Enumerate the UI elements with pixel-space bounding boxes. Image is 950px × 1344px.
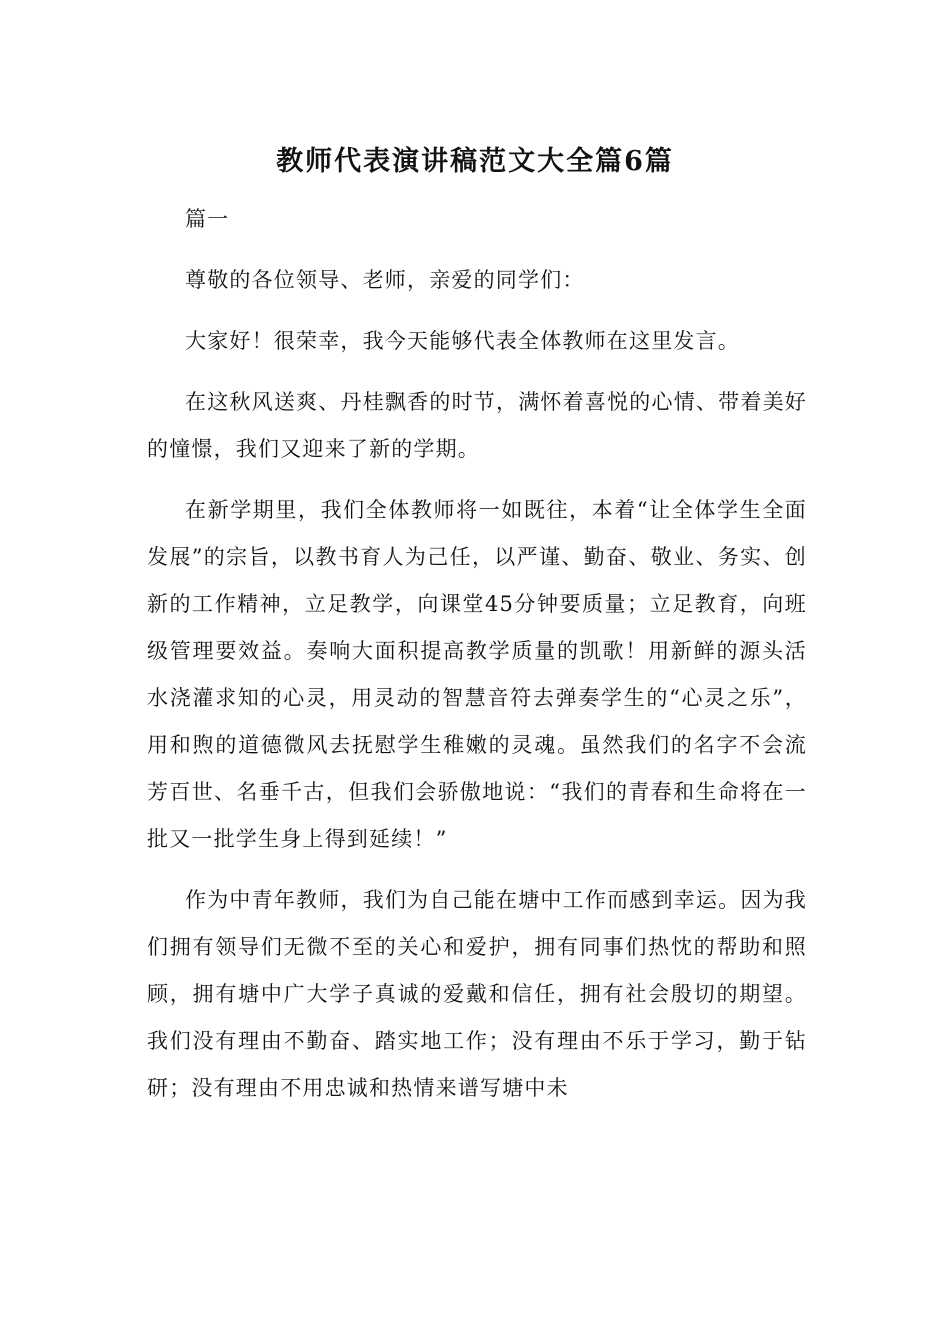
- document-body: [147, 196, 807, 1126]
- salutation: 尊敬的各位领导、老师，亲爱的同学们：: [185, 268, 585, 292]
- body-paragraph: 在新学期里，我们全体教师将一如既往，本着“让全体学生全面发展”的宗旨，以教书育人为己任，以严谨、勤奋、敬业、务实、创新的工作精神，立足教学，向课堂45分钟要质量；立足教育，向班级管理要效益。奏响大面积提高教学质量的凯歌！用新鲜的源头活水浇灌求知的心灵，用灵动的智慧音符去弹奏学生的“心灵之乐”，用和煦的道德微风去抚慰学生稚嫩的灵魂。虽然我们的名字不会流芳百世、名垂千古，但我们会骄傲地说：“我们的青春和生命将在一批又一批学生身上得到延续！”: [147, 498, 807, 851]
- greeting-paragraph: 大家好！很荣幸，我今天能够代表全体教师在这里发言。: [185, 329, 740, 353]
- body-paragraph: 在这秋风送爽、丹桂飘香的时节，满怀着喜悦的心情、带着美好的憧憬，我们又迎来了新的学期。: [147, 390, 807, 461]
- section-heading: 篇一: [185, 207, 230, 231]
- body-paragraph: 作为中青年教师，我们为自己能在塘中工作而感到幸运。因为我们拥有领导们无微不至的关心和爱护，拥有同事们热忱的帮助和照顾，拥有塘中广大学子真诚的爱戴和信任，拥有社会殷切的期望。我们没有理由不勤奋、踏实地工作；没有理由不乐于学习，勤于钻研；没有理由不用忠诚和热情来谱写塘中未: [147, 888, 807, 1100]
- document-title: 教师代表演讲稿范文大全篇6篇: [276, 146, 674, 177]
